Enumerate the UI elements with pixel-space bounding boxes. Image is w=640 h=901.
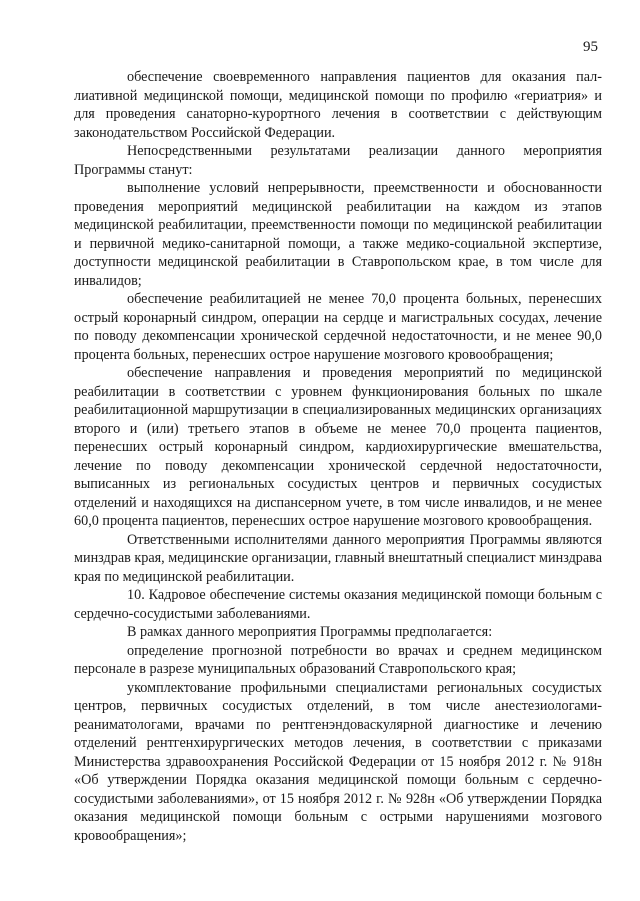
- paragraph-rehabilitation-referral: обеспечение направления и проведения мероприятий по медицинской реабилитации в соответствии с уровнем функционирования больных по шкале реабилитационной маршрутизации в специализированных медицинских организациях второго и (или) третьего этапов в объеме не менее 70,0 процента пациентов, перенесших острый коронарный синдром, кардиохирургические вмешательства, лечение по поводу декомпенсации хронической сердечной недостаточности, выписанных из региональных сосудистых центров и первичных сосудистых отделений и находящихся на диспансерном учете, в том числе инвалидов, и не менее 60,0 процента пациентов, перенесших острое нарушение мозгового кровообращения.: [74, 365, 602, 529]
- paragraph-staffing-intro: В рамках данного мероприятия Программы предполагается:: [127, 624, 493, 640]
- paragraph-staffing-specialists: укомплектование профильными специалистами региональных сосудистых центров, первичных сосудистых отделений, в том числе анестезиологами-реаниматологами, врачами по рентгенэндоваскулярной диагностике и лечению отделений рентгенхирургических методов лечения, в соответствии с приказами Министерства здравоохранения Российской Федерации от 15 ноября 2012 г. № 918н «Об утверждении Порядка оказания медицинской помощи больным с сердечно-сосудистыми заболеваниями», от 15 ноября 2012 г. № 928н «Об утверждении Порядка оказания медицинской помощи больным с острыми нарушениями мозгового кровообращения»;: [74, 679, 602, 844]
- paragraph-direct-results-intro: Непосредственными результатами реализации данного мероприятия Программы станут:: [74, 143, 602, 178]
- paragraph-continuity-conditions: выполнение условий непрерывности, преемственности и обоснованности проведения мероприятий медицинской реабилитации на каждом из этапов медицинской реабилитации, преемственности помощи по медицинской реабилитации и первичной медико-санитарной помощи, а также медико-социальной экспертизе, доступности медицинской реабилитации в Ставропольском крае, в том числе для инвалидов;: [74, 180, 602, 289]
- page-number: 95: [583, 39, 598, 55]
- paragraph-palliative-referral: обеспечение своевременного направления пациентов для оказания паллиативной медицинской помощи, медицинской помощи по профилю «гериатрия» и для проведения санаторно-курортного лечения в соответствии с действующим законодательством Российской Федерации.: [74, 69, 602, 141]
- paragraph-responsible-executors: Ответственными исполнителями данного мероприятия Программы являются минздрав края, медицинские организации, главный внештатный специалист минздрава края по медицинской реабилитации.: [74, 531, 602, 585]
- paragraph-staffing-forecast: определение прогнозной потребности во врачах и среднем медицинском персонале в разрезе муниципальных образований Ставропольского края;: [74, 642, 602, 677]
- document-body: [74, 68, 602, 845]
- paragraph-rehabilitation-coverage: обеспечение реабилитацией не менее 70,0 процента больных, перенесших острый коронарный синдром, операции на сердце и магистральных сосудах, лечение по поводу декомпенсации хронической сердечной недостаточности, и не менее 90,0 процента больных, перенесших острое нарушение мозгового кровообращения;: [74, 291, 602, 363]
- paragraph-staffing-heading: 10. Кадровое обеспечение системы оказания медицинской помощи больным с сердечно-сосудистыми заболеваниями.: [74, 587, 602, 622]
